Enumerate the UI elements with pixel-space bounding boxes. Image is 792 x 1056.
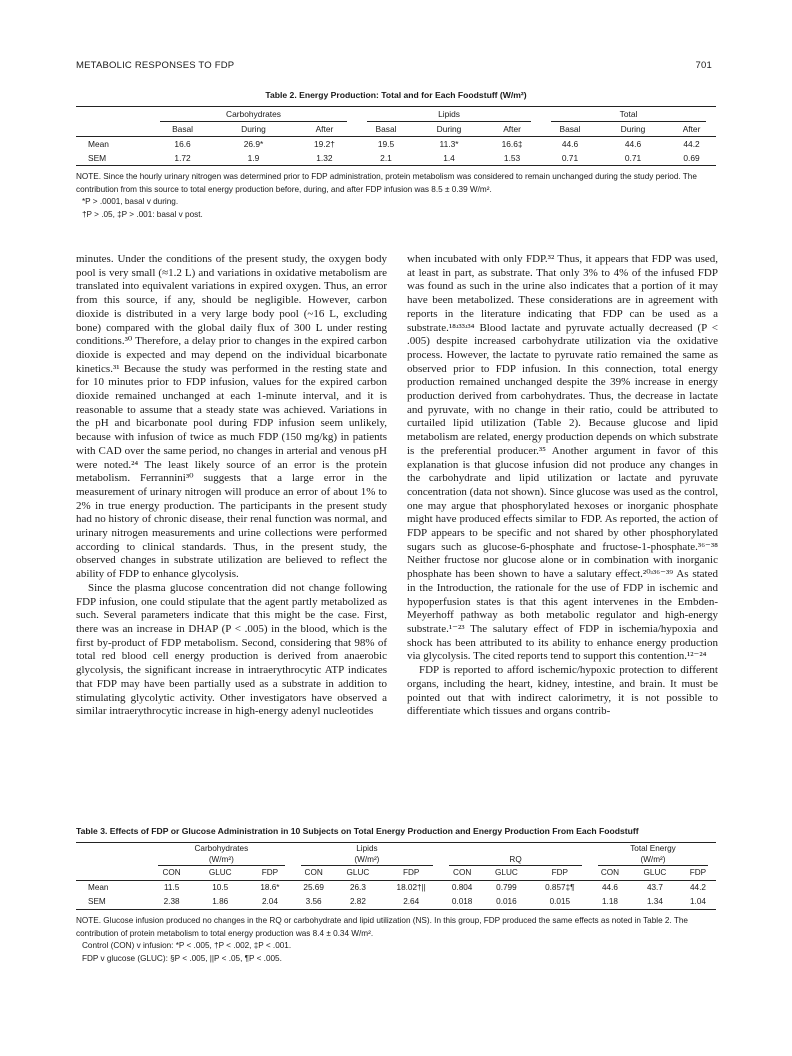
table-2-title: Table 2. Energy Production: Total and for Each Foodstuff (W/m²) xyxy=(265,90,527,100)
table-3-group-header xyxy=(449,854,582,866)
table-cell: 19.5 xyxy=(377,139,395,149)
table-footnote: †P > .05, ‡P > .001: basal v post. xyxy=(82,209,203,219)
table-cell: 2.04 xyxy=(247,895,292,910)
table-row xyxy=(76,881,716,896)
table-2-grid xyxy=(76,106,716,166)
table-cell: 1.86 xyxy=(193,895,247,910)
table-cell: 1.53 xyxy=(483,151,541,166)
table-cell: 44.6 xyxy=(561,139,579,149)
group-unit: (W/m²) xyxy=(354,855,380,864)
paragraph: FDP is reported to afford ischemic/hypoxic protection to different organs, including the heart, kidney, intestine, and brain. It must be pointed out that with indirect calorimetry, it is not possible to differentiate which tissues and organs contrib- xyxy=(407,664,718,718)
table-cell: 3.56 xyxy=(293,895,335,910)
table-3-grid xyxy=(76,842,716,910)
page-number: 701 xyxy=(695,60,712,71)
table-cell: 11.5 xyxy=(163,883,180,892)
table-cell: 2.64 xyxy=(381,895,441,910)
table-3-column-header: GLUC xyxy=(193,866,247,881)
table-3-column-header: FDP xyxy=(530,866,590,881)
table-cell: 0.71 xyxy=(541,151,599,166)
running-title: METABOLIC RESPONSES TO FDP xyxy=(76,60,235,71)
table-3-column-header: CON xyxy=(293,866,335,881)
table-2-column-header: After xyxy=(483,122,541,137)
table-3-group-header xyxy=(301,843,433,866)
table-3-column-header: FDP xyxy=(247,866,292,881)
table-cell: 1.9 xyxy=(215,151,292,166)
table-2-notes xyxy=(76,171,716,221)
table-cell: 1.4 xyxy=(415,151,483,166)
table-3 xyxy=(76,826,716,965)
table-2-group-header: Total xyxy=(551,107,706,122)
table-cell: 0.804 xyxy=(451,883,473,892)
table-3-title: Table 3. Effects of FDP or Glucose Administration in 10 Subjects on Total Energy Production and Energy Production From Each Foodstuff xyxy=(76,826,639,836)
table-footnote: *P > .0001, basal v during. xyxy=(82,197,179,207)
row-label: Mean xyxy=(88,139,109,149)
table-cell: 1.04 xyxy=(680,895,716,910)
table-2-column-header: Basal xyxy=(150,122,215,137)
table-row xyxy=(76,137,716,152)
group-name: RQ xyxy=(509,855,522,864)
table-3-group-header xyxy=(598,843,708,866)
table-cell: 2.1 xyxy=(357,151,415,166)
table-cell: 19.2† xyxy=(313,139,335,149)
paragraph: Since the plasma glucose concentration did not change following FDP infusion, one could stipulate that the agent partly metabolized as such. Several parameters indicate that this might be the case. First, there was an increase in DHAP (P < .005) in the blood, which is the first by-product of FDP metabolism. Second, considering that 98% of total red blood cell energy production is derived from anaerobic glycolysis, the significant increase in intraerythrocytic ATP indicates that FDP may have been partially used as a substrate in addition to stimulating glycolytic activity. Other investigators have observed a similar intraerythrocytic increase in high-energy adenyl nucleotides xyxy=(76,581,387,718)
table-3-group-header xyxy=(158,843,285,866)
table-3-column-header: GLUC xyxy=(483,866,530,881)
table-cell: 1.72 xyxy=(150,151,215,166)
table-cell: 16.6‡ xyxy=(501,139,523,149)
table-2-group-header: Carbohydrates xyxy=(160,107,347,122)
table-cell: 1.18 xyxy=(590,895,630,910)
row-label: SEM xyxy=(76,151,150,166)
paragraph: minutes. Under the conditions of the present study, the oxygen body pool is very small (≈1.2 L) and variations in oxidative metabolism are translated into equivalent variations in expired oxygen. Thus, an error from this source, if any, should be negligible. However, carbon dioxide is distributed in a very large body pool (~16 L, excluding bone) compared with the global daily flux of 300 L under resting conditions.³⁰ Therefore, a delay prior to changes in the expired carbon dioxide is expected and may depend on the individual bicarbonate kinetics.³¹ Because the study was performed in the resting state and for 10 minutes prior to FDP infusion, values for the expired carbon dioxide remained unchanged at each 1-minute interval, and it is reasonable to assume that a steady state was achieved. Variations in the pH and bicarbonate pool during FDP infusion seem unlikely, because with infusion of twice as much FDP (150 mg/kg) in patients with CAD over the same period, no changes in arterial and venous pH were noted.²⁴ The least likely source of an error is the protein metabolism. Ferrannini³⁰ suggests that a large error in the measurement of urinary nitrogen will produce an error of about 1% to 2% in true energy production. The participants in the present study had no history of chronic disease, their renal function was normal, and urinary nitrogen measurements and urine collections were performed according to clinical standards. Thus, in the present study, the observed changes in substrate utilization are believed to reflect the ability of FDP to enhance glycolysis. xyxy=(76,253,387,581)
table-note: NOTE. Glucose infusion produced no changes in the RQ or carbohydrate and lipid utilization (NS). In this group, FDP produced the same effects as noted in Table 2. The contribution of protein metabolism to total energy production was 8.4 ± 0.34 W/m². xyxy=(76,916,688,938)
table-cell: 44.2 xyxy=(689,883,706,892)
table-2-column-header: Basal xyxy=(541,122,599,137)
paragraph: when incubated with only FDP.³² Thus, it appears that FDP was used, at least in part, as substrate. That only 3% to 4% of the infused FDP was found as such in the urine also indicates that a portion of it may have been metabolized. These considerations are in agreement with reports in the literature indicating that FDP can be used as a substrate.¹⁸ʴ³³ʴ³⁴ Blood lactate and pyruvate actually decreased (P < .005) despite increased carbohydrate utilization via the oxidative process. However, the lactate to pyruvate ratio remained the same as observed prior to FDP infusion. In this connection, total energy production remained unchanged despite the 39% increase in energy production derived from carbohydrates. Thus, the decrease in lactate and pyruvate, with no change in their ratio, could be attributed to curtailed lipid utilization (Table 2). Because glucose and lipid metabolism are related, energy production depends on which substrate is the preferential producer.³⁵ Another argument in favor of this explanation is that glucose infusion did not produce any changes in the carbohydrate and lipid utilization or lactate and pyruvate concentration (data not shown). Since glucose was used as the control, one may argue that phosphorylated hexoses or inorganic phosphate might have produced effects similar to FDP. As reported, the action of FDP appears to be specific and not shared by other phosphorylated sugars such as glucose-6-phosphate and fructose-1-phosphate.³⁶⁻³⁸ Neither fructose nor glucose alone or in combination with inorganic phosphate has been shown to have a salutary effect.²⁰ʴ³⁶⁻³⁹ As stated in the Introduction, the rationale for the use of FDP in ischemic and hypoperfusion states is that this agent intervenes in the Embden-Meyerhoff pathway as both metabolic regulator and high-energy substrate.¹⁻²³ The salutary effect of FDP in ischemia/hypoxia and shock has been attributed to its ability to enhance energy production via glycolysis. The cited reports tend to support this contention.¹²⁻²⁴ xyxy=(407,253,718,663)
left-column xyxy=(76,253,387,719)
table-3-column-header: FDP xyxy=(381,866,441,881)
table-note: NOTE. Since the hourly urinary nitrogen was determined prior to FDP administration, protein metabolism was considered to remain unchanged during the study period. The contribution from this source to total energy production before, during, and after FDP infusion was 8.5 ± 0.39 W/m². xyxy=(76,172,697,194)
table-cell: 0.016 xyxy=(483,895,530,910)
group-name: Total Energy xyxy=(630,844,676,853)
table-cell: 1.34 xyxy=(630,895,680,910)
table-cell: 11.3* xyxy=(439,139,459,149)
table-cell: 0.015 xyxy=(530,895,590,910)
table-2 xyxy=(76,90,716,221)
table-cell: 44.2 xyxy=(683,139,700,149)
group-name: Lipids xyxy=(356,844,378,853)
table-2-column-header: After xyxy=(292,122,357,137)
row-label: Mean xyxy=(88,883,109,892)
table-2-column-header: After xyxy=(667,122,716,137)
table-2-column-header: During xyxy=(215,122,292,137)
table-3-column-header: CON xyxy=(150,866,193,881)
table-cell: 0.71 xyxy=(599,151,667,166)
table-row xyxy=(76,895,716,910)
table-2-group-header: Lipids xyxy=(367,107,531,122)
table-cell: 0.018 xyxy=(441,895,483,910)
table-2-column-header: During xyxy=(599,122,667,137)
table-cell: 18.6* xyxy=(260,883,280,892)
table-3-column-header: CON xyxy=(590,866,630,881)
table-cell: 44.6 xyxy=(601,883,618,892)
table-cell: 0.857‡¶ xyxy=(545,883,575,892)
table-cell: 43.7 xyxy=(646,883,663,892)
right-column xyxy=(407,253,718,719)
table-footnote: Control (CON) v infusion: *P < .005, †P < .002, ‡P < .001. xyxy=(82,941,292,951)
group-name: Carbohydrates xyxy=(194,844,249,853)
table-cell: 2.82 xyxy=(335,895,382,910)
table-3-notes xyxy=(76,915,716,965)
group-unit: (W/m²) xyxy=(640,855,666,864)
table-cell: 18.02†|| xyxy=(396,883,426,892)
table-3-column-header: CON xyxy=(441,866,483,881)
table-2-column-header: During xyxy=(415,122,483,137)
table-cell: 0.69 xyxy=(667,151,716,166)
group-unit: (W/m²) xyxy=(208,855,234,864)
table-cell: 44.6 xyxy=(624,139,642,149)
table-row xyxy=(76,151,716,166)
table-cell: 25.69 xyxy=(303,883,324,892)
table-cell: 10.5 xyxy=(212,883,229,892)
table-cell: 26.3 xyxy=(349,883,366,892)
table-cell: 16.6 xyxy=(174,139,191,149)
table-footnote: FDP v glucose (GLUC): §P < .005, ||P < .05, ¶P < .005. xyxy=(82,953,282,963)
table-3-column-header: GLUC xyxy=(335,866,382,881)
table-cell: 1.32 xyxy=(292,151,357,166)
table-2-column-header: Basal xyxy=(357,122,415,137)
table-cell: 26.9* xyxy=(243,139,264,149)
row-label: SEM xyxy=(76,895,150,910)
table-cell: 0.799 xyxy=(496,883,517,892)
table-3-column-header: GLUC xyxy=(630,866,680,881)
table-3-column-header: FDP xyxy=(680,866,716,881)
table-cell: 2.38 xyxy=(150,895,193,910)
